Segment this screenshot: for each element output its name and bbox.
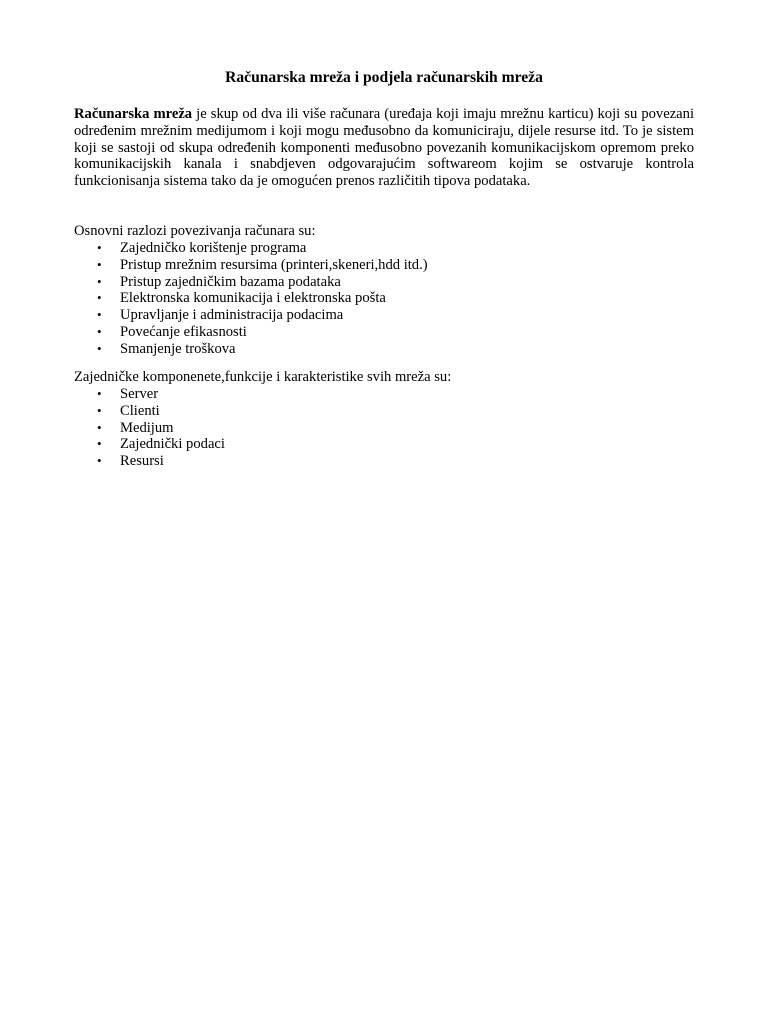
list-item-text: Povećanje efikasnosti (120, 323, 247, 340)
list-item (74, 274, 694, 291)
components-list (74, 386, 694, 470)
bullet-icon: • (97, 436, 102, 452)
bullet-icon: • (97, 307, 102, 323)
list-item-text: Server (120, 386, 159, 402)
list-item-text: Upravljanje i administracija podacima (120, 307, 344, 324)
bullet-icon: • (97, 419, 102, 435)
list-item (74, 307, 694, 324)
bullet-icon: • (97, 290, 102, 306)
list-item (74, 257, 694, 274)
bullet-icon: • (97, 256, 102, 272)
bullet-icon: • (97, 340, 102, 356)
intro-paragraph (74, 106, 694, 190)
list-item (74, 420, 694, 437)
bullet-icon: • (97, 323, 102, 339)
list-item-text: Zajedničko korištenje programa (120, 240, 307, 256)
list-item (74, 290, 694, 307)
bullet-icon: • (97, 386, 102, 401)
list-item-text: Resursi (120, 453, 164, 470)
components-heading: Zajedničke komponenete,funkcije i karakteristike svih mreža su: (74, 369, 452, 385)
list-item-text: Elektronska komunikacija i elektronska pošta (120, 290, 386, 307)
list-item-text: Zajednički podaci (120, 436, 225, 453)
list-item-text: Medijum (120, 419, 174, 436)
page-title: Računarska mreža i podjela računarskih mreža (225, 69, 543, 86)
reasons-heading: Osnovni razlozi povezivanja računara su: (74, 223, 316, 239)
intro-term: Računarska mreža (74, 106, 193, 122)
reasons-list (74, 240, 694, 358)
list-item (74, 341, 694, 358)
list-item (74, 436, 694, 453)
bullet-icon: • (97, 453, 102, 469)
list-item-text: Clienti (120, 402, 160, 419)
bullet-icon: • (97, 273, 102, 289)
bullet-icon: • (97, 240, 102, 255)
list-item (74, 453, 694, 470)
bullet-icon: • (97, 402, 102, 418)
list-item (74, 403, 694, 420)
list-item (74, 386, 694, 403)
list-item-text: Pristup mrežnim resursima (printeri,skeneri,hdd itd.) (120, 256, 428, 273)
list-item-text: Pristup zajedničkim bazama podataka (120, 273, 341, 290)
list-item (74, 240, 694, 257)
list-item (74, 324, 694, 341)
intro-text: je skup od dva ili više računara (uređaja koji imaju mrežnu karticu) koji su povezani određenim mrežnim medijumom i koji mogu međusobno da komuniciraju, dijele resurse itd. To je sistem koji se sastoji od skupa određenih komponenti međusobno povezanih komunikacijskom opremom preko komunikacijskih kanala i snabdjeven odgovarajućim softwareom kojim se ostvaruje kontrola funkcionisanja sistema tako da je omogućen prenos različitih tipova podataka. (74, 106, 694, 190)
list-item-text: Smanjenje troškova (120, 340, 236, 357)
